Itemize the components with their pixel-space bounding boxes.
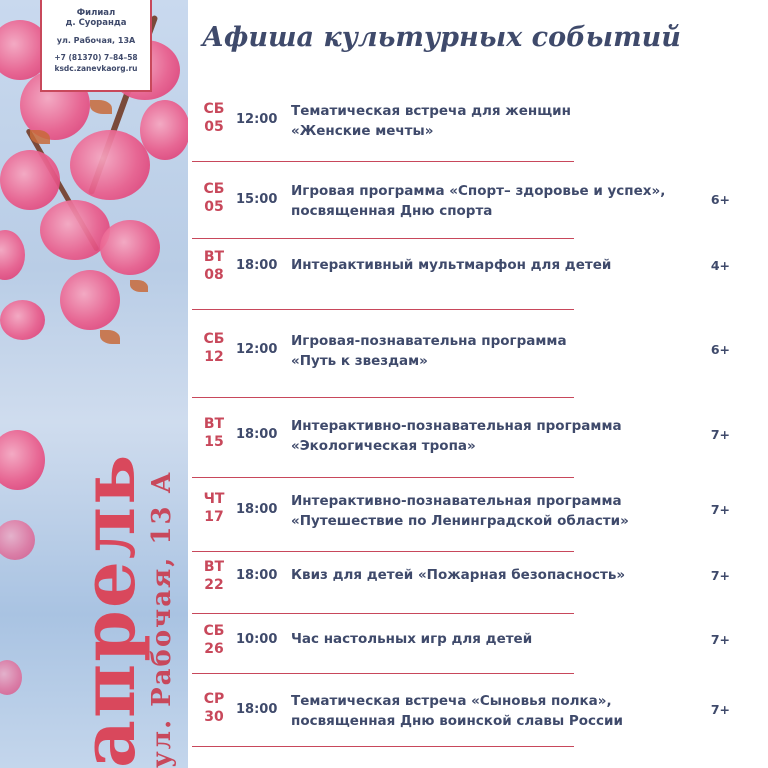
event-time: 10:00 <box>236 632 278 647</box>
branch-info-card <box>40 0 152 92</box>
event-divider <box>192 551 574 552</box>
event-title-line1: Тематическая встреча «Сыновья полка», <box>291 693 612 709</box>
event-title <box>291 630 711 650</box>
event-time: 18:00 <box>236 568 278 583</box>
event-title-line2: «Экологическая тропа» <box>291 437 476 454</box>
event-divider <box>192 238 574 239</box>
event-weekday: СБ <box>203 331 225 347</box>
event-date <box>196 690 232 726</box>
event-divider <box>192 613 574 614</box>
event-weekday: СБ <box>203 181 225 197</box>
event-title-line2: посвященная Дню спорта <box>291 202 493 219</box>
event-age-rating: 7+ <box>710 568 730 583</box>
event-row <box>196 180 762 220</box>
event-row <box>196 415 762 455</box>
event-title-line1: Тематическая встреча для женщин <box>291 103 571 119</box>
event-divider <box>192 309 574 310</box>
event-weekday: ВТ <box>203 249 225 265</box>
event-title <box>291 332 711 371</box>
event-title-line2: «Путь к звездам» <box>291 352 428 369</box>
event-weekday: СБ <box>203 623 225 639</box>
decorative-photo-panel <box>0 0 188 768</box>
event-title <box>291 492 711 531</box>
event-divider <box>192 673 574 674</box>
blossom-decoration <box>100 220 160 275</box>
event-title-line1: Игровая программа «Спорт– здоровье и успех», <box>291 183 666 199</box>
event-row <box>196 249 762 283</box>
event-title <box>291 256 711 276</box>
event-age-rating: 7+ <box>710 702 730 717</box>
event-day-number: 26 <box>204 641 224 657</box>
event-day-number: 22 <box>204 577 224 593</box>
event-age-rating: 6+ <box>710 342 730 357</box>
event-row <box>196 690 762 730</box>
event-title-line1: Интерактивный мультмарфон для детей <box>291 257 612 273</box>
event-day-number: 17 <box>204 509 224 525</box>
event-time: 18:00 <box>236 427 278 442</box>
branch-name: Филиал <box>76 8 116 18</box>
event-row <box>196 623 762 657</box>
event-date <box>196 622 232 658</box>
event-day-number: 08 <box>204 267 224 283</box>
event-title-line1: Час настольных игр для детей <box>291 631 533 647</box>
blossom-decoration <box>0 230 25 280</box>
blossom-decoration <box>0 300 45 340</box>
event-title-line1: Квиз для детей «Пожарная безопасность» <box>291 567 626 583</box>
event-title-line1: Игровая-познавательна программа <box>291 333 567 349</box>
leaf-decoration <box>100 330 120 344</box>
branch-address: ул. Рабочая, 13А <box>56 36 136 45</box>
event-title <box>291 692 711 731</box>
event-day-number: 12 <box>204 349 224 365</box>
event-day-number: 05 <box>204 199 224 215</box>
event-title-line2: посвященная Дню воинской славы России <box>291 712 623 729</box>
page-title: Афиша культурных событий <box>202 22 681 53</box>
event-time: 18:00 <box>236 502 278 517</box>
blossom-decoration <box>60 270 120 330</box>
event-age-rating: 4+ <box>710 258 730 273</box>
blossom-decoration <box>140 100 188 160</box>
blossom-decoration <box>0 660 22 695</box>
event-row <box>196 100 762 140</box>
event-age-rating: 7+ <box>710 632 730 647</box>
event-age-rating: 7+ <box>710 427 730 442</box>
event-day-number: 30 <box>204 709 224 725</box>
vertical-address: ул. Рабочая, 13 А <box>147 470 177 768</box>
event-title <box>291 417 711 456</box>
event-weekday: СБ <box>203 101 225 117</box>
event-date <box>196 100 232 136</box>
event-weekday: ВТ <box>203 559 225 575</box>
event-title <box>291 102 711 141</box>
event-row <box>196 490 762 530</box>
event-row <box>196 330 762 370</box>
leaf-decoration <box>130 280 148 292</box>
event-time: 12:00 <box>236 112 278 127</box>
branch-website[interactable]: ksdc.zanevkaorg.ru <box>54 64 138 73</box>
event-divider <box>192 397 574 398</box>
vertical-month-title: апрель <box>66 452 152 768</box>
event-time: 12:00 <box>236 342 278 357</box>
event-weekday: ЧТ <box>203 491 225 507</box>
event-day-number: 05 <box>204 119 224 135</box>
blossom-decoration <box>0 430 45 490</box>
event-time: 15:00 <box>236 192 278 207</box>
event-time: 18:00 <box>236 258 278 273</box>
blossom-decoration <box>70 130 150 200</box>
event-divider <box>192 161 574 162</box>
event-title-line1: Интерактивно-познавательная программа <box>291 493 622 509</box>
event-title-line1: Интерактивно-познавательная программа <box>291 418 622 434</box>
branch-phone: +7 (81370) 7–84–58 <box>54 53 138 62</box>
event-title-line2: «Путешествие по Ленинградской области» <box>291 512 629 529</box>
event-divider <box>192 477 574 478</box>
event-time: 18:00 <box>236 702 278 717</box>
event-date <box>196 248 232 284</box>
event-date <box>196 415 232 451</box>
blossom-decoration <box>0 520 35 560</box>
event-age-rating: 6+ <box>710 192 730 207</box>
blossom-decoration <box>0 150 60 210</box>
event-age-rating: 7+ <box>710 502 730 517</box>
event-day-number: 15 <box>204 434 224 450</box>
event-row <box>196 559 762 593</box>
event-date <box>196 558 232 594</box>
branch-village: д. Суоранда <box>65 18 127 28</box>
leaf-decoration <box>90 100 112 114</box>
event-divider <box>192 746 574 747</box>
event-title <box>291 182 711 221</box>
event-title <box>291 566 711 586</box>
event-date <box>196 490 232 526</box>
event-date <box>196 180 232 216</box>
event-date <box>196 330 232 366</box>
event-title-line2: «Женские мечты» <box>291 122 434 139</box>
event-weekday: СР <box>203 691 225 707</box>
event-weekday: ВТ <box>203 416 225 432</box>
